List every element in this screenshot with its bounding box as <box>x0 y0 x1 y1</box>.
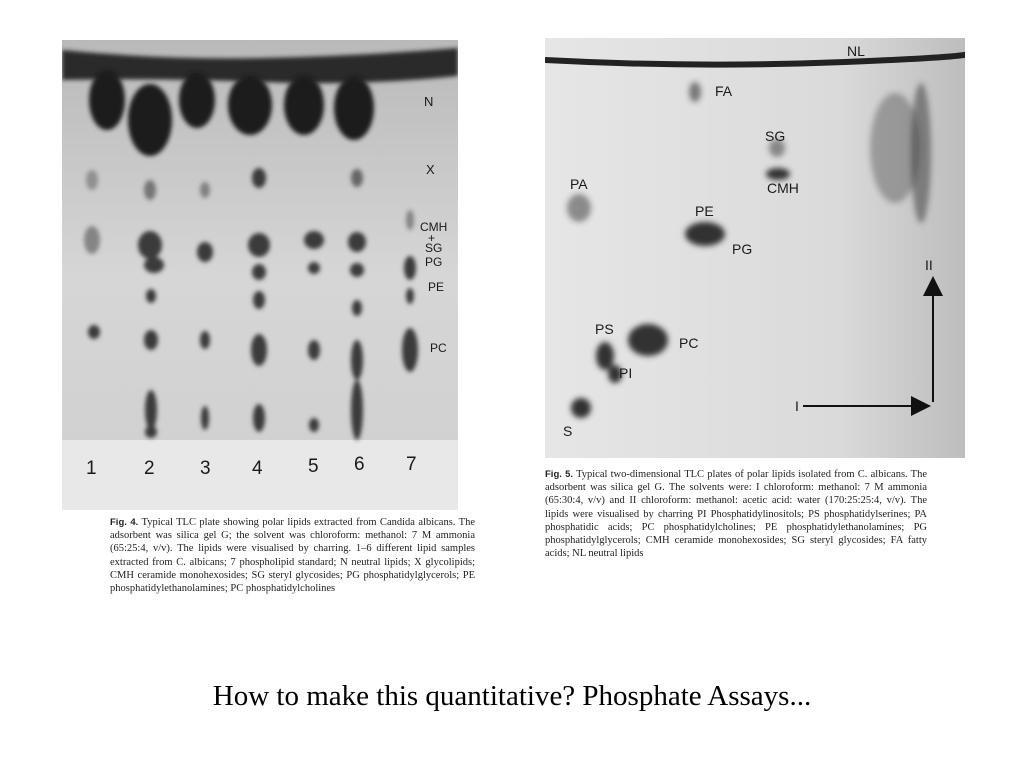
fig5-caption <box>545 468 927 560</box>
fig5-label-fa: FA <box>715 83 733 99</box>
fig4-caption-text: Typical TLC plate showing polar lipids extracted from Candida albicans. The adsorbent was silica gel G; the solvent was chloroform: methanol: 7 M ammonia (65:25:4, v/v). The lipids were visualised by charring. 1–6 different lipid samples extracted from C. albicans; 7 phospholipid standard; N neutral lipids; X glycolipids; CMH ceramide monohexosides; SG steryl glycosides; PG phosphatidylglycerols; PE phosphatidylethanolamines; PC phosphatidylcholines <box>110 517 475 595</box>
fig4-lane-6: 6 <box>354 454 365 475</box>
fig5-label-pc: PC <box>679 335 699 351</box>
fig5-label-pe: PE <box>695 203 714 219</box>
fig5-label-cmh: CMH <box>767 180 799 196</box>
fig4-lane-5: 5 <box>308 456 319 477</box>
fig5-tlc-plate-image <box>545 38 965 458</box>
fig4-label-pc: PC <box>430 341 447 355</box>
fig5-label-ps: PS <box>595 321 614 337</box>
fig5-label-pg: PG <box>732 241 753 257</box>
fig4-caption <box>110 516 475 595</box>
fig4-lane-1: 1 <box>86 458 97 479</box>
fig4-label-pg: PG <box>425 255 443 269</box>
fig5-axis-second-label: II <box>925 257 933 273</box>
fig4-caption-label: Fig. 4. <box>110 517 139 528</box>
fig5-axis-first-label: I <box>795 398 799 414</box>
fig5-label-pi: PI <box>619 365 633 381</box>
fig5-label-pa: PA <box>570 176 588 192</box>
slide-footer-text: How to make this quantitative? Phosphate Assays... <box>212 680 812 712</box>
fig4-lane-2: 2 <box>144 458 155 479</box>
fig4-label-pe: PE <box>428 280 445 294</box>
fig4-label-cmh: CMH <box>420 220 448 234</box>
fig4-label-x: X <box>426 162 435 177</box>
fig4-tlc-plate-image <box>62 40 458 510</box>
fig5-caption-text: Typical two-dimensional TLC plates of polar lipids isolated from C. albicans. The adsorbent was silica gel G. The solvents were: I chloroform: methanol: 7 M ammonia (65:30:4, v/v) and II chloroform: methanol: acetic acid: water (170:25:25:4, v/v). The lipids were visualised by charring PI Phosphatidylinositols; PS phosphatidylserines; PA phosphatidic acids; PC phosphatidylcholines; PE phosphatidylethanolamines; PG phosphatidylglycerols; CMH ceramide monohexosides; SG steryl glycosides; FA fatty acids; NL neutral lipids <box>545 469 928 560</box>
fig5-label-nl: NL <box>847 43 865 59</box>
fig4-lane-4: 4 <box>252 458 263 479</box>
fig5-label-s: S <box>563 423 573 439</box>
fig5-caption-label: Fig. 5. <box>545 469 574 480</box>
fig4-label-sg: SG <box>425 241 443 255</box>
fig5-label-sg: SG <box>765 128 786 144</box>
fig4-label-plus: + <box>428 231 436 245</box>
fig4-label-n: N <box>424 94 434 109</box>
fig4-lane-7: 7 <box>406 454 417 475</box>
fig4-lane-3: 3 <box>200 458 211 479</box>
